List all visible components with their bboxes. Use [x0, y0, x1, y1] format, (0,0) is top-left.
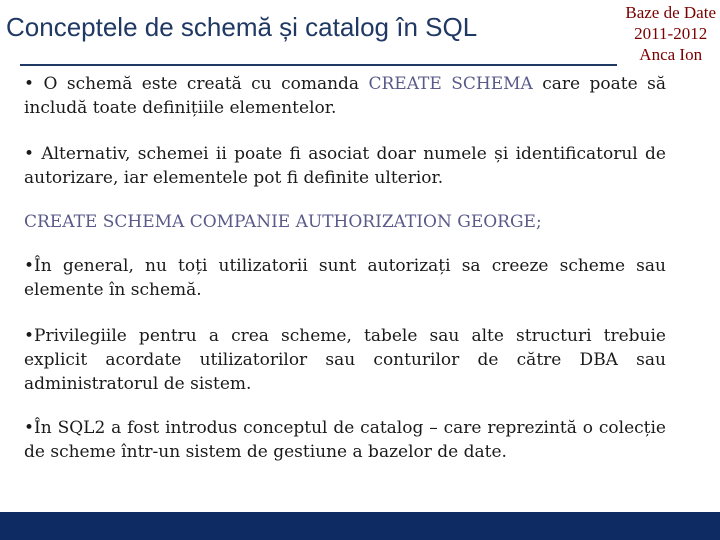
paragraph-text: • O schemă este creată cu comanda	[24, 74, 369, 94]
paragraph-create-schema	[24, 72, 666, 120]
title-underline	[20, 64, 617, 66]
paragraph-users: •În general, nu toți utilizatorii sunt autorizați sa creeze scheme sau elemente în schemă.	[24, 256, 666, 300]
sql-keyword: CREATE SCHEMA	[368, 74, 533, 94]
paragraph-catalog: •În SQL2 a fost introdus conceptul de catalog – care reprezintă o colecție de scheme într-un sistem de gestiune a bazelor de date.	[24, 418, 666, 462]
slide-body	[24, 72, 666, 464]
course-name: Baze de Date	[625, 3, 716, 22]
paragraph-authorization: • Alternativ, schemei ii poate fi asociat doar numele și identificatorul de autorizare, iar elementele pot fi definite ulterior.	[24, 144, 666, 188]
course-info	[625, 2, 716, 65]
paragraph-privileges: •Privilegiile pentru a crea scheme, tabele sau alte structuri trebuie explicit acordate utilizatorilor sau conturilor de către DBA sau administratorul de sistem.	[24, 326, 666, 394]
paragraph-text: care poate să includă toate definițiile elementelor.	[24, 74, 666, 118]
sql-example: CREATE SCHEMA COMPANIE AUTHORIZATION GEORGE;	[24, 212, 542, 232]
course-author: Anca Ion	[639, 45, 703, 64]
footer-bar	[0, 512, 720, 540]
slide-title: Conceptele de schemă și catalog în SQL	[6, 12, 478, 42]
course-year: 2011-2012	[634, 24, 708, 43]
